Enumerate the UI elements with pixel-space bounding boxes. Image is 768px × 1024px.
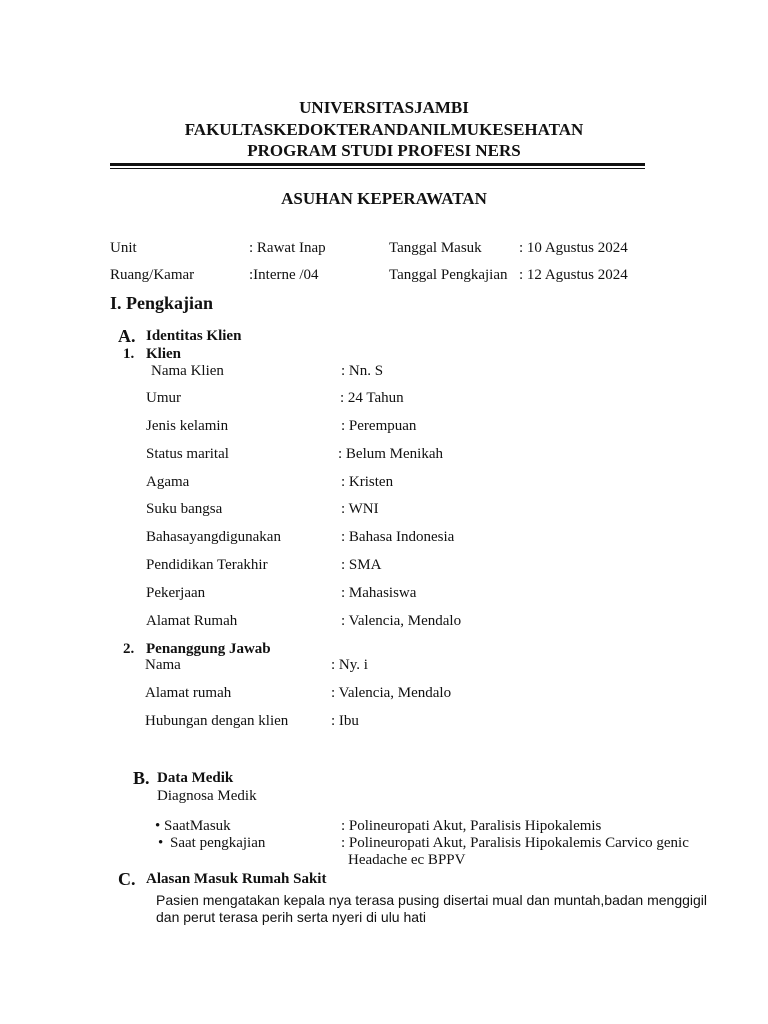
client-field-value: : Belum Menikah — [338, 446, 443, 462]
client-field-label: Pekerjaan — [146, 585, 206, 601]
assessment-date-value: : 12 Agustus 2024 — [519, 267, 628, 283]
client-field-label: Suku bangsa — [146, 501, 223, 517]
section-b-title: Data Medik — [157, 770, 234, 786]
client-field-label: Pendidikan Terakhir — [146, 557, 268, 573]
header-rule-thin — [110, 168, 645, 169]
bullet-icon: • — [155, 818, 161, 834]
client-field-value: : Mahasiswa — [341, 585, 417, 601]
client-field-value: : Perempuan — [341, 418, 417, 434]
header-rule-thick — [110, 163, 645, 166]
diagnosis-assessment-value: : Polineuropati Akut, Paralisis Hipokalemis Carvico genic — [341, 835, 689, 851]
diagnosis-assessment-label: Saat pengkajian — [170, 835, 266, 851]
client-field-label: Bahasayangdigunakan — [146, 529, 281, 545]
guardian-field-label: Nama — [145, 657, 181, 673]
section-pengkajian-title: I. Pengkajian — [110, 293, 214, 313]
client-field-label: Status marital — [146, 446, 229, 462]
diagnosis-admission-label: SaatMasuk — [164, 818, 231, 834]
admission-date-value: : 10 Agustus 2024 — [519, 240, 628, 256]
assessment-date-label: Tanggal Pengkajian — [389, 267, 508, 283]
section-b-subtitle: Diagnosa Medik — [157, 788, 257, 804]
unit-value: : Rawat Inap — [249, 240, 326, 256]
subsection-2-title: Penanggung Jawab — [146, 641, 271, 657]
client-field-value: : Valencia, Mendalo — [341, 613, 462, 629]
room-label: Ruang/Kamar — [110, 267, 195, 283]
client-field-value: : 24 Tahun — [340, 390, 404, 406]
client-field-value: : SMA — [341, 557, 382, 573]
guardian-field-label: Alamat rumah — [145, 685, 232, 701]
guardian-field-value: : Valencia, Mendalo — [331, 685, 452, 701]
diagnosis-admission-value: : Polineuropati Akut, Paralisis Hipokalemis — [341, 818, 602, 834]
client-field-label: Jenis kelamin — [146, 418, 229, 434]
client-field-value: : Kristen — [341, 474, 394, 490]
subsection-1-number: 1. — [123, 346, 135, 362]
client-field-value: : Bahasa Indonesia — [341, 529, 455, 545]
guardian-field-value: : Ny. i — [331, 657, 368, 673]
section-a-title: Identitas Klien — [146, 328, 242, 344]
admission-date-label: Tanggal Masuk — [389, 240, 482, 256]
admission-reason-line-2: dan perut terasa perih serta nyeri di ulu hati — [156, 909, 427, 925]
client-field-value: : Nn. S — [341, 363, 384, 379]
section-c-marker: C. — [118, 869, 136, 889]
university-name: UNIVERSITASJAMBI — [299, 98, 469, 117]
admission-reason-line-1: Pasien mengatakan kepala nya terasa pusing disertai mual dan muntah,badan menggigil — [156, 892, 708, 908]
guardian-field-label: Hubungan dengan klien — [145, 713, 289, 729]
room-value: :Interne /04 — [249, 267, 319, 283]
faculty-name: FAKULTASKEDOKTERANDANILMUKESEHATAN — [184, 120, 584, 139]
section-c-title: Alasan Masuk Rumah Sakit — [146, 871, 327, 887]
section-b-marker: B. — [133, 768, 150, 788]
guardian-field-value: : Ibu — [331, 713, 359, 729]
diagnosis-assessment-value-cont: Headache ec BPPV — [348, 852, 466, 868]
client-field-label: Alamat Rumah — [146, 613, 238, 629]
client-field-label: Nama Klien — [151, 363, 224, 379]
unit-label: Unit — [110, 240, 137, 256]
client-field-label: Umur — [146, 390, 181, 406]
program-name: PROGRAM STUDI PROFESI NERS — [247, 141, 521, 160]
client-field-label: Agama — [146, 474, 190, 490]
bullet-icon: • — [158, 835, 164, 851]
client-field-value: : WNI — [341, 501, 379, 517]
subsection-2-number: 2. — [123, 641, 135, 657]
section-a-marker: A. — [118, 326, 136, 346]
document-title: ASUHAN KEPERAWATAN — [281, 189, 487, 208]
subsection-1-title: Klien — [146, 346, 182, 362]
